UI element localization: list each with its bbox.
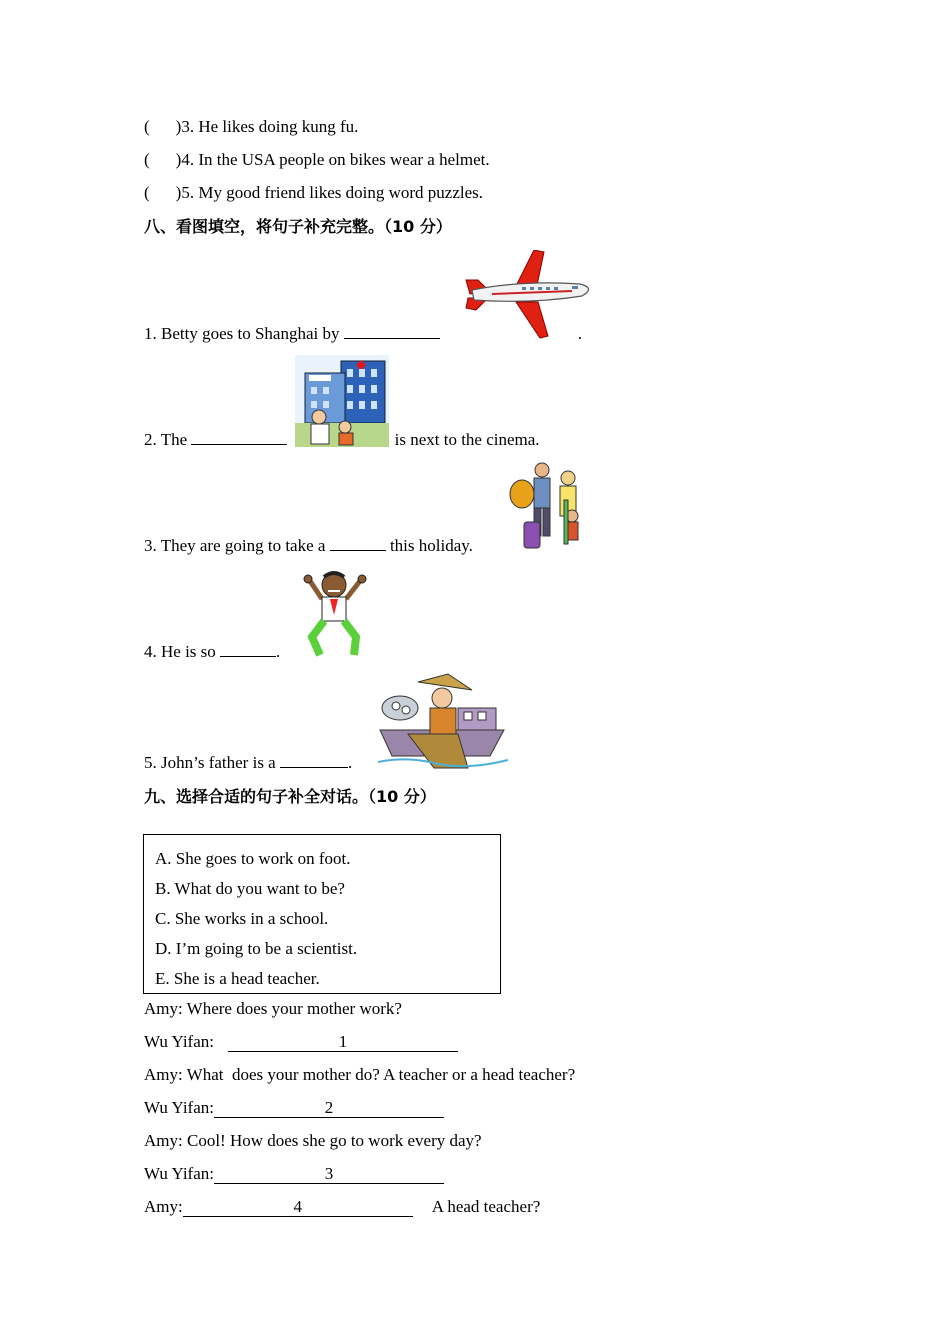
speaker: Wu Yifan: <box>144 1164 214 1183</box>
travelers-picture <box>508 460 586 554</box>
item-text: 2. The <box>144 430 192 449</box>
dialogue-line-6 <box>144 1163 444 1185</box>
answer-blank <box>220 656 276 657</box>
fisherman-picture <box>378 672 510 770</box>
dialogue-line-3 <box>144 1064 575 1086</box>
answer-blank <box>280 767 348 768</box>
item-text: 1. Betty goes to Shanghai by <box>144 324 344 343</box>
dialogue-text: Cool! How does she go to work every day? <box>182 1131 482 1150</box>
speaker: Wu Yifan: <box>144 1032 214 1051</box>
airplane-picture <box>462 250 596 340</box>
answer-blank <box>191 444 287 445</box>
dialogue-line-2 <box>144 1031 458 1053</box>
answer-blank: 1 <box>228 1033 458 1052</box>
speaker: Amy: <box>144 999 183 1018</box>
dialogue-text: A head teacher? <box>431 1197 541 1216</box>
option-d: D. I’m going to be a scientist. <box>155 939 358 958</box>
dialogue-line-4 <box>144 1097 444 1119</box>
dialogue-text: Where does your mother work? <box>182 999 402 1018</box>
tf-text: )3. He likes doing kung fu. <box>175 117 359 136</box>
item-text: this holiday. <box>385 536 473 555</box>
section8-item-5 <box>144 752 352 774</box>
option-e: E. She is a head teacher. <box>155 969 320 988</box>
item-text: . <box>577 324 582 343</box>
tf-text: )4. In the USA people on bikes wear a helmet. <box>175 150 490 169</box>
speaker: Amy: <box>144 1197 183 1216</box>
answer-blank: 4 <box>183 1198 413 1217</box>
item-text: 5. John’s father is a <box>144 753 280 772</box>
speaker: Wu Yifan: <box>144 1098 214 1117</box>
dialogue-text: What does your mother do? A teacher or a head teacher? <box>182 1065 576 1084</box>
section8-heading: 八、看图填空，将句子补充完整。（10 分） <box>144 217 452 236</box>
item-text: is next to the cinema. <box>390 430 540 449</box>
tf-item-3 <box>144 116 358 138</box>
item-text: 4. He is so <box>144 642 221 661</box>
answer-blank <box>344 338 440 339</box>
tf-paren: ( <box>144 150 150 169</box>
option-a: A. She goes to work on foot. <box>155 849 351 868</box>
option-b: B. What do you want to be? <box>155 879 345 898</box>
answer-blank: 3 <box>214 1165 444 1184</box>
tf-item-5 <box>144 182 483 204</box>
speaker: Amy: <box>144 1065 183 1084</box>
option-c: C. She works in a school. <box>155 909 329 928</box>
dialogue-line-7 <box>144 1196 540 1218</box>
tf-item-4 <box>144 149 490 171</box>
section9-heading: 九、选择合适的句子补全对话。（10 分） <box>144 787 436 806</box>
angry-man-picture <box>298 567 374 659</box>
tf-text: )5. My good friend likes doing word puzzles. <box>175 183 484 202</box>
speaker: Amy: <box>144 1131 183 1150</box>
item-text: . <box>276 642 281 661</box>
tf-paren: ( <box>144 117 150 136</box>
tf-paren: ( <box>144 183 150 202</box>
answer-blank <box>330 550 386 551</box>
section8-item-4 <box>144 641 280 663</box>
item-text: 3. They are going to take a <box>144 536 330 555</box>
answer-blank: 2 <box>214 1099 444 1118</box>
hospital-picture <box>295 355 389 447</box>
item-text: . <box>347 753 353 772</box>
section8-item-3 <box>144 535 473 557</box>
dialogue-line-5 <box>144 1130 482 1152</box>
dialogue-line-1 <box>144 998 402 1020</box>
